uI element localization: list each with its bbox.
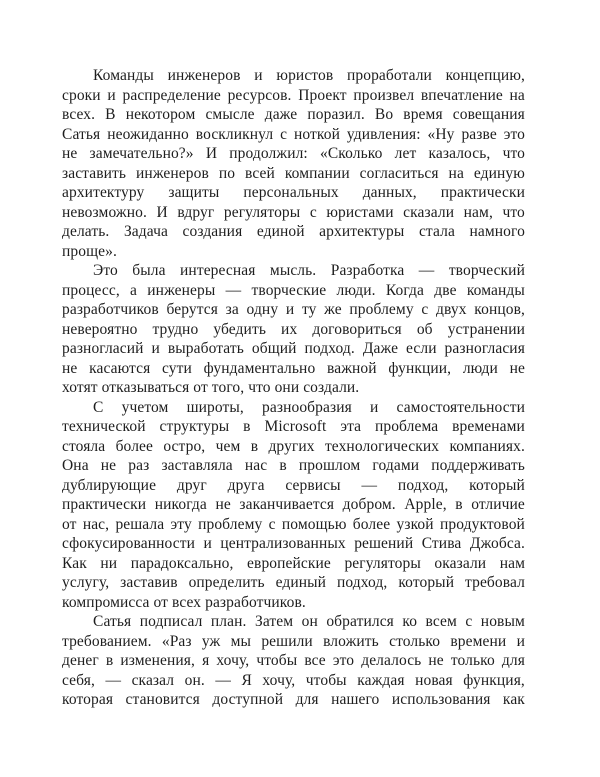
word: в — [250, 437, 259, 455]
word: с — [280, 125, 288, 143]
word: продуктовой — [439, 515, 525, 533]
word: новым — [480, 613, 525, 630]
text-line — [62, 456, 525, 476]
word: ресурсов. — [227, 86, 292, 104]
word: учетом — [121, 398, 169, 416]
word: не — [215, 496, 231, 513]
word: с — [268, 515, 276, 533]
word: поразил. — [307, 106, 365, 123]
paragraph-1 — [62, 66, 525, 261]
word: все — [304, 652, 326, 669]
word: делать. — [62, 223, 110, 240]
word: себя, — [62, 671, 95, 689]
word: решений — [354, 535, 414, 552]
word: С — [93, 398, 104, 416]
word: команды — [466, 281, 525, 299]
word: данных, — [362, 184, 417, 201]
word: вложить — [323, 632, 379, 650]
word: который — [469, 476, 525, 494]
word: как — [502, 691, 525, 708]
word: инженеров — [167, 67, 241, 84]
word: Как — [62, 554, 87, 572]
word: совещания — [452, 106, 525, 123]
word: процесс, — [62, 281, 120, 299]
word: эта — [340, 418, 362, 435]
word: — — [225, 281, 242, 299]
text-line — [62, 183, 525, 203]
word: всей — [245, 164, 275, 182]
word: всех. — [62, 106, 96, 123]
word: по — [218, 164, 236, 182]
word: инженеров — [136, 164, 209, 182]
word: остро, — [163, 437, 206, 455]
word: других — [268, 437, 315, 455]
word: и — [107, 86, 116, 104]
text-line — [62, 261, 525, 281]
word: невероятно — [62, 320, 138, 338]
text-line — [62, 476, 525, 496]
word: одну — [246, 301, 279, 318]
word: мы — [230, 632, 252, 650]
word: нашего — [331, 691, 380, 708]
word: добром. — [342, 496, 396, 513]
word: согласиться — [359, 164, 439, 182]
word: помощью — [281, 515, 347, 533]
word: регуляторы — [223, 203, 301, 221]
word: чтобы — [256, 652, 298, 669]
text-line — [62, 651, 525, 671]
word: смысле — [205, 106, 255, 123]
text-line — [62, 203, 525, 223]
word: компаниях. — [449, 437, 525, 455]
word: услугу, — [62, 574, 110, 591]
word: доступной — [212, 691, 284, 708]
word: что — [502, 145, 525, 162]
word: технологических — [324, 437, 440, 455]
word: это — [503, 125, 525, 143]
word: технической — [62, 418, 146, 435]
text-line — [62, 164, 525, 184]
word: подход, — [336, 574, 388, 591]
word: — — [215, 671, 231, 689]
word: двух — [436, 301, 467, 318]
word: же — [324, 301, 342, 318]
word: и — [285, 301, 295, 318]
word: поддерживать — [431, 457, 525, 474]
word: заканчивается — [239, 496, 335, 513]
word: воскликнул — [195, 125, 274, 143]
word: парадоксально, — [130, 554, 234, 572]
word: компании — [284, 164, 350, 182]
word: я — [202, 652, 210, 669]
word: практически — [62, 496, 147, 513]
word: заставить — [62, 164, 127, 182]
word: требовал — [465, 574, 525, 591]
word: а — [130, 281, 138, 299]
word: касаются — [89, 359, 151, 377]
word: персональных — [243, 184, 339, 201]
word: «Сколько — [319, 145, 383, 162]
word: Сатья — [62, 125, 101, 143]
word: на — [509, 86, 525, 104]
text-line — [62, 534, 525, 554]
word: была — [132, 262, 166, 279]
word: концов, — [474, 301, 525, 318]
word: выработать — [167, 340, 244, 357]
word: об — [416, 320, 433, 338]
word: единую — [473, 164, 525, 182]
word: люди. — [336, 281, 376, 299]
word: план. — [210, 613, 247, 630]
word: не — [100, 457, 117, 474]
text-line — [62, 339, 525, 359]
word: ни — [100, 554, 118, 572]
word: в — [279, 457, 287, 474]
word: вдруг — [177, 203, 215, 221]
text-line — [62, 671, 525, 691]
word: концепцию, — [445, 67, 525, 84]
word: определить — [188, 574, 265, 591]
word: Apple, — [404, 496, 447, 513]
word: люди — [462, 359, 498, 377]
word: времени — [450, 632, 507, 650]
word: уж — [201, 632, 221, 650]
word: разработчиков — [62, 301, 159, 318]
word: разногласия — [444, 340, 525, 357]
word: общий — [251, 340, 297, 357]
word: обратился — [326, 613, 394, 630]
word: годами — [372, 457, 420, 474]
word: чем — [215, 437, 241, 455]
word: проблему — [349, 301, 414, 318]
word: распределение — [122, 86, 221, 104]
word: и — [203, 535, 212, 552]
word: он. — [184, 671, 205, 689]
word: Проект — [298, 86, 347, 104]
text-line — [62, 495, 525, 515]
word: их — [281, 320, 298, 338]
word: заставив — [120, 574, 178, 591]
text-line — [62, 222, 525, 242]
word: В — [105, 106, 116, 123]
word: Это — [93, 262, 118, 279]
word: две — [434, 281, 457, 299]
word: стояла — [62, 437, 106, 455]
text-line: проще». — [62, 242, 117, 260]
word: денег — [62, 652, 99, 669]
word: Microsoft — [264, 418, 327, 435]
word: фундаментально — [203, 359, 316, 377]
word: сфокусированности — [62, 535, 195, 552]
word: сказали — [403, 203, 455, 221]
word: более — [115, 437, 153, 455]
word: дублирующие — [62, 476, 157, 494]
text-line — [62, 144, 525, 164]
word: инженеры — [147, 281, 216, 299]
word: широты, — [186, 398, 244, 416]
word: время — [403, 106, 443, 123]
text-line — [62, 417, 525, 437]
word: Сатья — [93, 613, 132, 630]
word: берутся — [166, 301, 218, 318]
word: проработали — [346, 67, 432, 84]
text-line — [62, 690, 525, 710]
word: нам — [499, 554, 525, 572]
word: изменения, — [120, 652, 196, 669]
word: он — [301, 613, 318, 630]
word: которая — [62, 691, 114, 708]
word: всем — [425, 613, 457, 630]
word: разногласий — [62, 340, 144, 357]
word: — — [418, 262, 435, 279]
word: только — [450, 652, 495, 669]
word: самостоятельности — [396, 398, 525, 416]
word: юристов — [276, 67, 334, 84]
text-line — [62, 105, 525, 125]
word: нас, — [82, 515, 110, 533]
word: если — [406, 340, 437, 357]
word: лет — [394, 145, 417, 162]
word: в — [243, 418, 251, 435]
word: Команды — [93, 67, 154, 84]
word: творческий — [448, 262, 525, 279]
text-line — [62, 515, 525, 535]
word: не — [509, 359, 525, 377]
word: и — [151, 340, 160, 357]
word: столько — [389, 632, 441, 650]
word: более — [352, 515, 391, 533]
text-line — [62, 86, 525, 106]
word: разве — [461, 125, 497, 143]
word: временами — [452, 418, 525, 435]
paragraph-2 — [62, 261, 525, 398]
word: Когда — [385, 281, 425, 299]
word: «Ну — [427, 125, 455, 143]
word: единый — [275, 574, 327, 591]
word: Затем — [254, 613, 294, 630]
word: договориться — [312, 320, 402, 338]
word: архитектуры — [319, 223, 405, 240]
word: невозможно. — [62, 203, 147, 221]
word: не — [62, 145, 78, 162]
word: новая — [415, 671, 453, 689]
word: создания — [182, 223, 243, 240]
word: что — [502, 203, 525, 221]
word: централизованных — [220, 535, 346, 552]
word: решили — [261, 632, 313, 650]
text-line — [62, 612, 525, 632]
word: и — [369, 398, 379, 416]
word: Стива — [421, 535, 462, 552]
paragraph-3 — [62, 398, 525, 613]
word: это — [332, 652, 355, 669]
word: неожиданно — [107, 125, 189, 143]
word: убедить — [213, 320, 266, 338]
word: нам, — [463, 203, 493, 221]
word: Я — [241, 671, 252, 689]
word: на — [448, 164, 464, 182]
word: с — [421, 301, 429, 318]
word: сервисы — [285, 476, 341, 494]
word: в — [455, 496, 463, 513]
word: творческие — [251, 281, 327, 299]
book-page-text — [62, 66, 525, 710]
text-line — [62, 398, 525, 418]
text-line: хотят отказываться от того, что они создали. — [62, 379, 360, 396]
text-line — [62, 437, 525, 457]
word: заставляла — [161, 457, 233, 474]
word: за — [225, 301, 239, 318]
word: никогда — [154, 496, 207, 513]
word: — — [105, 671, 122, 689]
word: юристами — [326, 203, 394, 221]
word: использования — [391, 691, 491, 708]
word: удивления: — [346, 125, 421, 143]
word: хочу, — [262, 671, 296, 689]
word: защиты — [168, 184, 220, 201]
word: некотором — [125, 106, 196, 123]
word: структуры — [159, 418, 230, 435]
word: эту — [170, 515, 192, 533]
word: даже — [264, 106, 298, 123]
word: делалось — [361, 652, 422, 669]
word: требованием. — [62, 632, 152, 650]
word: архитектуру — [62, 184, 145, 201]
word: Джобса. — [469, 535, 525, 552]
text-line — [62, 125, 525, 145]
word: функция, — [463, 671, 525, 689]
word: не — [428, 652, 444, 669]
word: ноткой — [293, 125, 340, 143]
text-line — [62, 66, 525, 86]
word: нас — [244, 457, 268, 474]
word: подход, — [397, 476, 449, 494]
word: проблему — [198, 515, 263, 533]
word: функции, — [388, 359, 452, 377]
word: регуляторы — [344, 554, 421, 572]
word: И — [205, 145, 218, 162]
word: произвел — [353, 86, 415, 104]
word: с — [309, 203, 317, 221]
word: от — [62, 515, 77, 533]
word: не — [62, 359, 78, 377]
word: — — [361, 476, 378, 494]
word: подписал — [139, 613, 203, 630]
word: сроки — [62, 86, 101, 104]
word: друга — [227, 476, 265, 494]
word: казалось, — [428, 145, 491, 162]
word: намного — [469, 223, 525, 240]
text-line — [62, 554, 525, 574]
word: решала — [115, 515, 165, 533]
word: сути — [162, 359, 192, 377]
word: единой — [256, 223, 305, 240]
word: впечатление — [420, 86, 503, 104]
word: оказали — [434, 554, 487, 572]
word: мысль. — [269, 262, 317, 279]
word: раз — [128, 457, 150, 474]
word: который — [398, 574, 455, 591]
word: для — [501, 652, 525, 669]
word: узкой — [396, 515, 434, 533]
word: Даже — [362, 340, 399, 357]
word: И — [156, 203, 168, 221]
word: друг — [176, 476, 207, 494]
word: становится — [125, 691, 200, 708]
word: чтобы — [305, 671, 347, 689]
word: продолжил: — [229, 145, 308, 162]
text-line — [62, 632, 525, 652]
word: Она — [62, 457, 89, 474]
word: сказал — [131, 671, 175, 689]
word: и — [516, 632, 525, 650]
word: стала — [418, 223, 455, 240]
word: трудно — [152, 320, 199, 338]
word: замечательно?» — [89, 145, 194, 162]
word: для — [295, 691, 319, 708]
text-line — [62, 359, 525, 379]
word: проблема — [374, 418, 439, 435]
word: Задача — [123, 223, 169, 240]
text-line — [62, 300, 525, 320]
word: разнообразия — [262, 398, 352, 416]
word: каждая — [357, 671, 405, 689]
word: интересная — [180, 262, 256, 279]
word: с — [465, 613, 473, 630]
word: отличие — [471, 496, 525, 513]
text-line — [62, 281, 525, 301]
word: практически — [440, 184, 525, 201]
word: прошлом — [298, 457, 361, 474]
word: и — [254, 67, 263, 84]
text-line: компромисса от всех разработчиков. — [62, 593, 306, 611]
word: подход. — [304, 340, 355, 357]
word: «Раз — [161, 632, 192, 650]
text-line — [62, 573, 525, 593]
word: Разработка — [330, 262, 405, 279]
text-line — [62, 320, 525, 340]
word: важной — [327, 359, 377, 377]
word: устранении — [447, 320, 525, 338]
word: европейские — [247, 554, 331, 572]
word: ту — [301, 301, 317, 318]
word: в — [105, 652, 114, 669]
word: ко — [402, 613, 418, 630]
paragraph-4 — [62, 612, 525, 710]
word: хочу, — [216, 652, 250, 669]
word: Во — [374, 106, 394, 123]
